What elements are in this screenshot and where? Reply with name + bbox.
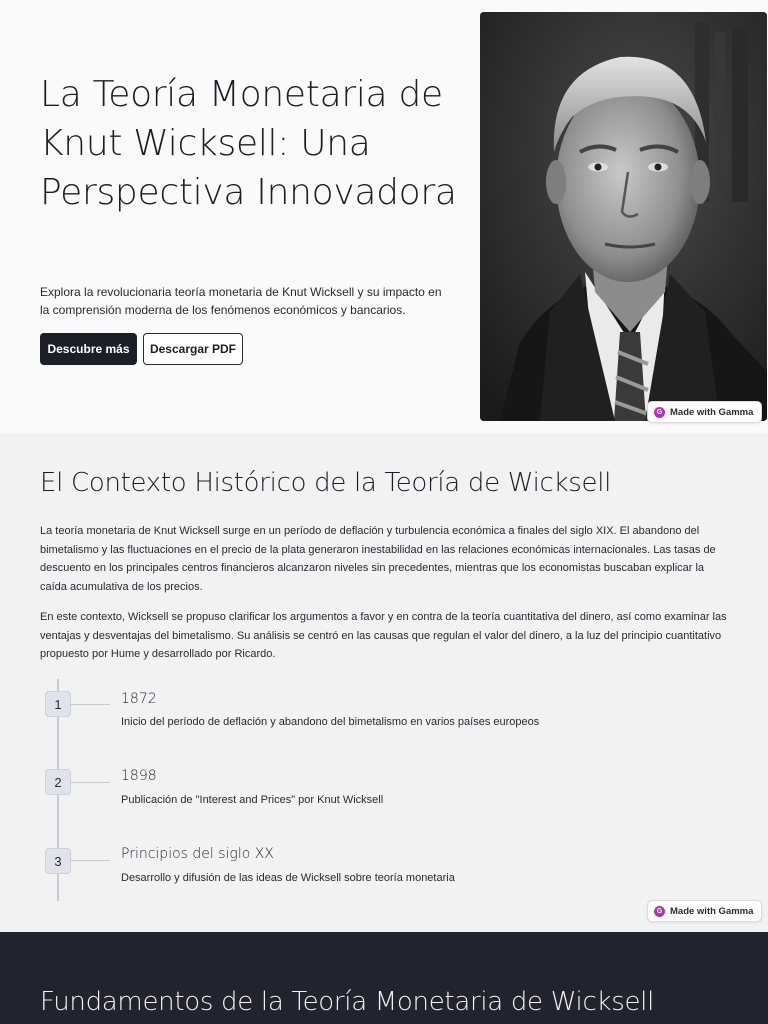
hero-section (0, 0, 768, 433)
made-with-gamma-badge[interactable] (647, 401, 762, 423)
section-title: El Contexto Histórico de la Teoría de Wicksell (40, 468, 612, 498)
timeline-date: Principios del siglo XX (121, 846, 274, 862)
timeline-description: Inicio del período de deflación y abandono del bimetalismo en varios países europeos (121, 716, 540, 728)
section-title: Fundamentos de la Teoría Monetaria de Wicksell (40, 987, 655, 1017)
timeline-description: Desarrollo y difusión de las ideas de Wicksell sobre teoría monetaria (121, 872, 455, 884)
context-paragraph-2: En este contexto, Wicksell se propuso clarificar los argumentos a favor y en contra de la teoría cuantitativa del dinero, así como examinar las ventajas y desventajas del bimetalismo. Su análisis se centró en las causas que regulan el valor del dinero, a la luz del principio cuantitativo propuesto por Hume y desarrollado por Ricardo. (40, 611, 727, 660)
timeline-connector (71, 782, 110, 783)
gamma-logo-icon: G (654, 906, 665, 917)
timeline-connector (71, 704, 110, 705)
historical-context-section (0, 433, 768, 932)
portrait-image (480, 12, 767, 421)
timeline-number: 2 (45, 769, 71, 795)
timeline-number: 1 (45, 691, 71, 717)
download-pdf-button[interactable]: Descargar PDF (143, 333, 243, 365)
timeline-description: Publicación de "Interest and Prices" por Knut Wicksell (121, 794, 384, 806)
badge-label: Made with Gamma (670, 905, 754, 917)
timeline-date: 1898 (121, 768, 157, 784)
gamma-logo-icon: G (654, 407, 665, 418)
fundamentals-section (0, 932, 768, 1024)
timeline-connector (71, 860, 110, 861)
made-with-gamma-badge[interactable] (647, 900, 762, 922)
badge-label: Made with Gamma (670, 406, 754, 418)
timeline-item (0, 689, 768, 749)
timeline-item (0, 767, 768, 827)
timeline-date: 1872 (121, 691, 157, 707)
context-paragraph-1: La teoría monetaria de Knut Wicksell surge en un período de deflación y turbulencia económica a finales del siglo XIX. El abandono del bimetalismo y las fluctuaciones en el precio de la plata generaron inestabilidad en las relaciones económicas internacionales. Las tasas de descuento en los principales centros financieros alcanzaron niveles sin precedentes, mientras que los economistas buscaban explicar la caída acumulativa de los precios. (40, 525, 716, 593)
portrait-illustration (480, 12, 767, 421)
hero-title: La Teoría Monetaria de Knut Wicksell: Una Perspectiva Innovadora (40, 74, 457, 213)
hero-subtitle: Explora la revolucionaria teoría monetaria de Knut Wicksell y su impacto en la comprensión moderna de los fenómenos económicos y bancarios. (40, 285, 442, 317)
discover-more-button[interactable]: Descubre más (40, 333, 137, 365)
timeline-number: 3 (45, 848, 71, 874)
timeline-item (0, 846, 768, 906)
